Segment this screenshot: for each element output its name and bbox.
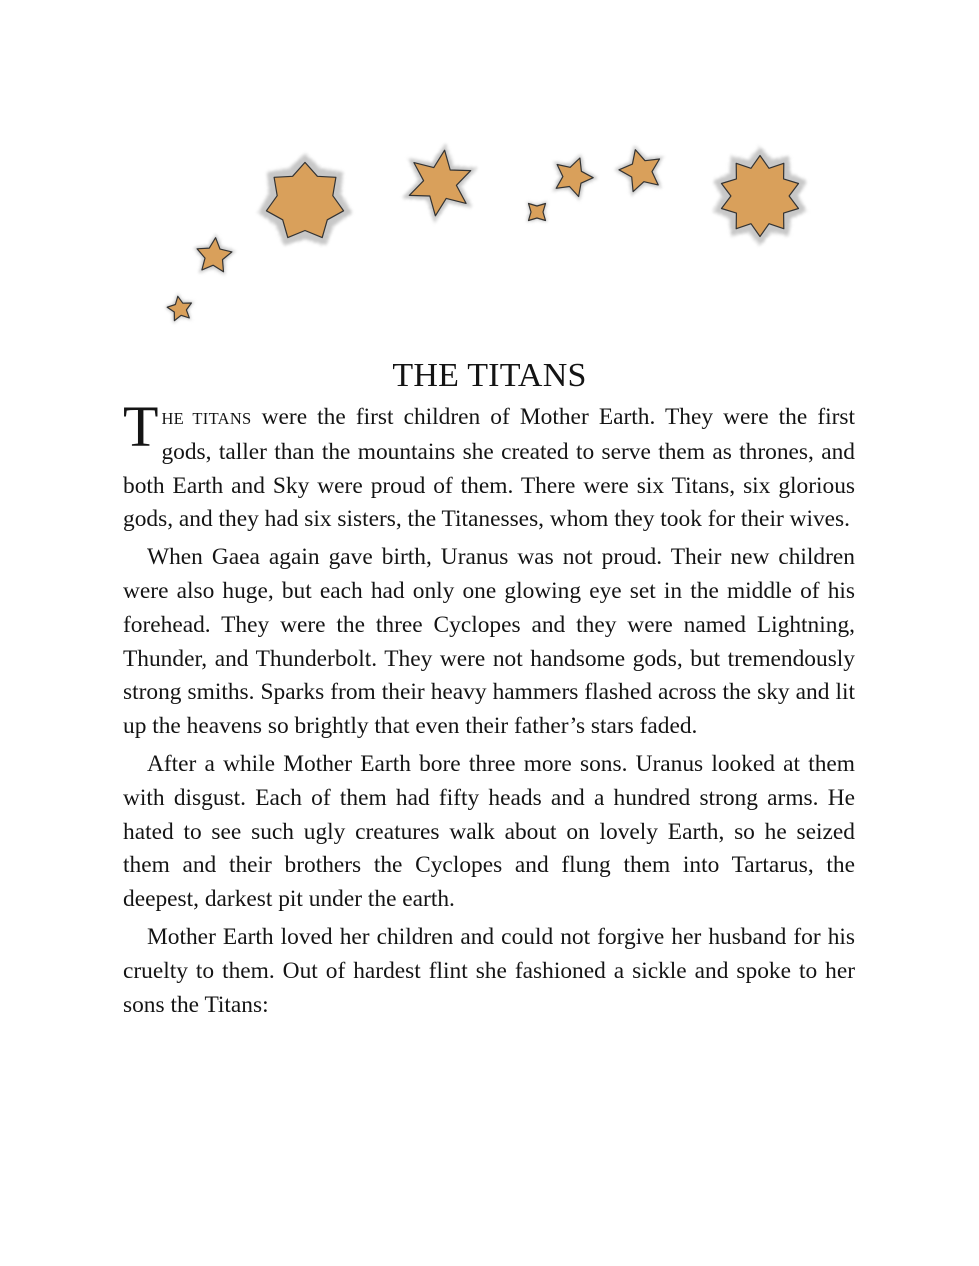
- paragraph-1: [123, 394, 855, 537]
- star-icon: [258, 154, 352, 246]
- paragraph-2: When Gaea again gave birth, Uranus was not proud. Their new children were also huge, but each had only one glowing eye set in the middle of his forehead. They were the three Cyclopes and they were named Lightning, Thunder, and Thunderbolt. They were not handsome gods, but tremendously strong smiths. Sparks from their heavy hammers flashed across the sky and lit up the heavens so brightly that even their father’s stars faded.: [123, 544, 855, 740]
- paragraph-4: Mother Earth loved her children and could not forgive her husband for his cruelty to them. Out of hardest flint she fashioned a sickle and spoke to her sons the Titans:: [123, 923, 855, 1018]
- drop-cap: T: [123, 394, 159, 459]
- paragraph-1-text: were the first children of Mother Earth. They were the first gods, taller than the mountains she created to serve them as thrones, and both Earth and Sky were proud of them. There were six Titans, six glorious gods, and they had six sisters, the Titanesses, whom they took for their wives.: [123, 404, 855, 533]
- constellation-illustration: [0, 0, 979, 340]
- star-icon: [713, 147, 807, 246]
- body-text: [123, 394, 855, 1026]
- star-icon: [553, 154, 598, 201]
- star-body: [197, 238, 232, 272]
- star-body: [167, 296, 191, 320]
- star-icon: [193, 234, 235, 276]
- small-caps-lead: HE TITANS: [161, 409, 252, 428]
- star-icon: [165, 294, 194, 324]
- star-icon: [614, 145, 663, 196]
- chapter-title: THE TITANS: [392, 357, 587, 394]
- star-icon: [527, 202, 548, 223]
- star-body: [529, 204, 546, 221]
- paragraph-3: After a while Mother Earth bore three more sons. Uranus looked at them with disgust. Each of them had fifty heads and a hundred strong arms. He hated to see such ugly creatures walk about on lovely Earth, so he seized them and their brothers the Cyclopes and flung them into Tartarus, the deepest, darkest pit under the earth.: [123, 750, 855, 913]
- star-icon: [403, 143, 478, 223]
